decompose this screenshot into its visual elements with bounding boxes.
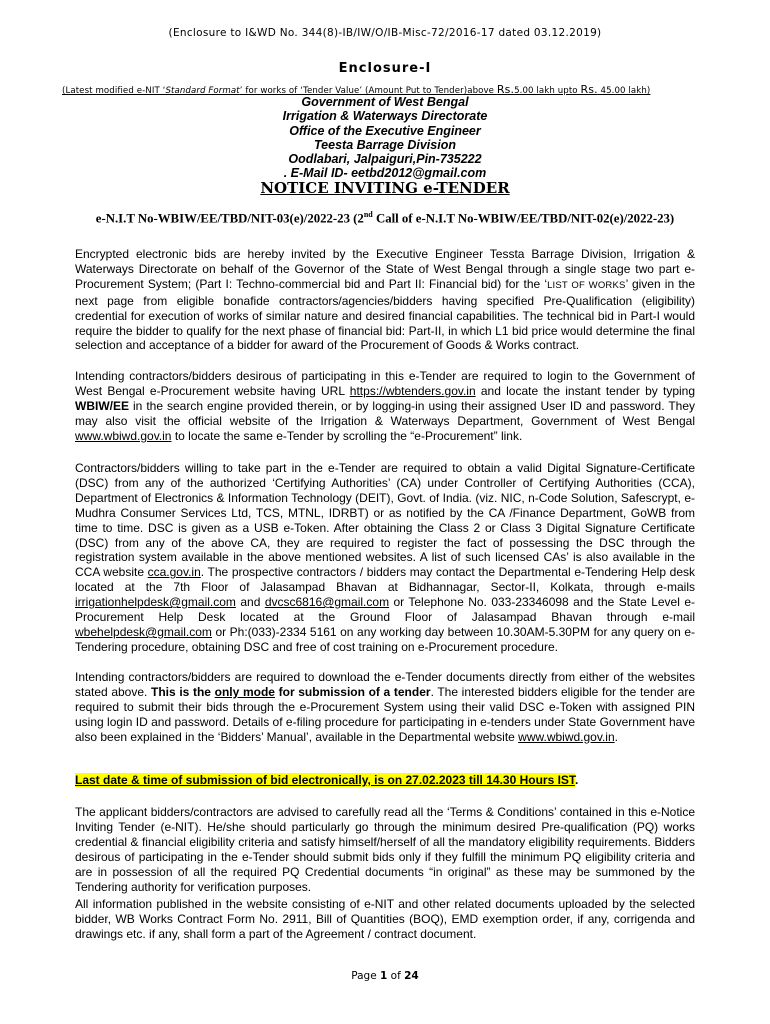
irrigation-helpdesk-email-link[interactable]: irrigationhelpdesk@gmail.com [75,595,236,610]
nit-text: e-N.I.T No-WBIW/EE/TBD/NIT-03(e)/2022-23 (2 [95,211,364,226]
paragraph-text: or Telephone No. 033-23346098 and the State Level e-Procurement Help Desk located at the Ground Floor of Jalasampad Bhavan through e-mail [75,595,695,625]
paragraph-text: . The prospective contractors / bidders may contact the Departmental e-Tendering Help desk located at the 7th Floor of Jalasampad Bhavan at Bidhannagar, Sector-II, Kolkata, through e-mails [75,565,695,595]
wbtenders-link[interactable]: https://wbtenders.gov.in [349,383,476,398]
enclosure-title: Enclosure-I [338,61,432,76]
paragraph-text: Contractors/bidders willing to take part in the e-Tender are required to obtain a valid Digital Signature-Certificate (DSC) from any of the authorized ‘Certifying Authorities’ (CA) under Controller of Certifying Authorities (CCA), Department of Electronics & Information Technology (DEIT), Govt. of India. (viz. NIC, n-Code Solution, Safescrypt, e-Mudhra Consumer Services Ltd, TCS, MTNL, IDRBT) or as notified by the CA /Finance Department, GoWB from time to time. DSC is given as a USB e-Token. After obtaining the Class 2 or Class 3 Digital Signature Certificate (DSC) from any of the above CA, they are required to register the fact of possessing the DSC through the registration system available in the above mentioned websites. A list of such licensed CAs’ is also available in the CCA website [75,461,695,580]
paragraph-text: in the search engine provided therein, or by logging-in using their assigned User ID and password. They may also visit the official website of the Irrigation & Waterways Department, Government of West Bengal [75,398,695,428]
notice-title: NOTICE INVITING e-TENDER [260,179,510,197]
deadline-period: . [574,773,579,787]
list-of-works-text: LIST OF WORKS [547,279,626,291]
cca-link[interactable]: cca.gov.in [147,565,201,580]
subtitle-amount: 5.00 lakh upto [514,86,581,96]
paragraph-download [75,670,695,745]
office-line-email: . E-Mail ID- eetbd2012@gmail.com [283,166,487,181]
subtitle-text: (Latest modified e-NIT ‘ [62,86,166,96]
bold-text: This is the [151,684,215,699]
wbehelpdesk-email-link[interactable]: wbehelpdesk@gmail.com [75,624,212,639]
page-total: 24 [404,970,419,982]
rupee-symbol: Rs. [496,83,515,96]
paragraph-text: . [614,729,618,744]
paragraph-dsc [75,461,695,655]
nit-text: Call of e-N.I.T No-WBIW/EE/TBD/NIT-02(e)/2022-23) [372,211,675,226]
wbiwd-link[interactable]: www.wbiwd.gov.in [75,428,172,443]
paragraph-text: ’ given in the next page from eligible bonafide contractors/agencies/bidders having specified Pre-Qualification (eligibility) credential for execution of works of similar nature and desired financial capabilities. The technical bid in Part-I would require the bidder to qualify for the next phase of financial bid: Part-II, in which L1 bid price would determine the final selection and acceptance of a bidder for award of the Procurement of Goods & Works contract. [75,276,695,353]
paragraph-text: Encrypted electronic bids are hereby invited by the Executive Engineer Tessta Barrage Division, Irrigation & Waterways Directorate on behalf of the Governor of the State of West Bengal through a single stage two part e-Procurement System; (Part I: Techno-commercial bid and Part II: Financial bid) for the ‘ [75,247,695,291]
dvcsc-email-link[interactable]: dvcsc6816@gmail.com [264,595,390,610]
page-label: Page [351,970,381,982]
submission-deadline [75,773,695,788]
deadline-highlight: Last date & time of submission of bid electronically, is on 27.02.2023 till 14.30 Hours IST [75,773,575,787]
nit-number [60,206,710,227]
office-address-block [0,95,770,181]
nit-superscript: nd [363,210,373,219]
paragraph-text: and locate the instant tender by typing [475,383,696,398]
office-line-division: Teesta Barrage Division [314,137,456,152]
page-footer [0,970,770,982]
paragraph-text: to locate the same e-Tender by scrolling the “e-Procurement” link. [171,428,523,443]
paragraph-text: Intending contractors/bidders are required to download the e-Tender documents directly from either of the websites stated above. [75,670,695,699]
search-keyword: WBIW/EE [75,398,129,413]
paragraph-information: All information published in the website consisting of e-NIT and other related documents uploaded by the selected bidder, WB Works Contract Form No. 2911, Bill of Quantities (BOQ), EMD exemption order, if any, corrigenda and drawings etc. if any, shall form a part of the Agreement / contract document. [75,897,695,941]
subtitle-italic: Standard Format [165,86,240,96]
subtitle-amount: 45.00 lakh) [597,86,651,96]
paragraph-terms: The applicant bidders/contractors are advised to carefully read all the ‘Terms & Conditions’ contained in this e-Notice Inviting Tender (e-NIT). He/she should particularly go through the minimum desired Pre-qualification (PQ) works credential & financial eligibility criteria and satisfy himself/herself of all the mandatory eligibility requirements. Bidders desirous of participating in the e-Tender should submit bids only if they fulfill the minimum PQ eligibility criteria and are in possession of all the required PQ Credential documents “in original” as these may be summoned by the Tendering authority for verification purposes. [75,805,695,894]
rupee-symbol: Rs. [580,83,598,96]
paragraph-invitation [75,247,695,353]
paragraph-login [75,369,695,444]
paragraph-text: and [235,595,265,610]
paragraph-text: or Ph:(033)-2334 5161 on any working day between 10.30AM-5.30PM for any query on e-Tendering procedure, obtaining DSC and free of cost training on e-Procurement procedure. [75,624,695,654]
enclosure-reference: (Enclosure to I&WD No. 344(8)-IB/IW/O/IB-Misc-72/2016-17 dated 03.12.2019) [168,27,602,39]
subtitle-text: ’ for works of ‘Tender Value’ (Amount Put to Tender)above [239,86,497,96]
office-line-office: Office of the Executive Engineer [289,123,481,138]
bold-text: for submission of a tender [274,684,431,699]
office-line-address: Oodlabari, Jalpaiguri,Pin-735222 [288,152,482,167]
office-line-government: Government of West Bengal [301,95,469,109]
office-line-directorate: Irrigation & Waterways Directorate [282,109,488,124]
wbiwd-link[interactable]: www.wbiwd.gov.in [518,729,615,744]
page-of: of [387,970,405,982]
paragraph-text: Intending contractors/bidders desirous of participating in this e-Tender are required to login to the Government of West Bengal e-Procurement website having URL [75,369,695,398]
page-number: 1 [380,970,388,982]
only-mode-text: only mode [214,684,275,699]
paragraph-text: . The interested bidders eligible for the tender are required to submit their bids through the e-Procurement System using their valid DSC e-Token with assigned PIN using login ID and password. Details of e-filing procedure for participating in e-tenders under State Government have also been explained in the ‘Bidders’ Manual’, available in the Departmental website [75,684,695,744]
only-mode-statement [151,685,431,699]
